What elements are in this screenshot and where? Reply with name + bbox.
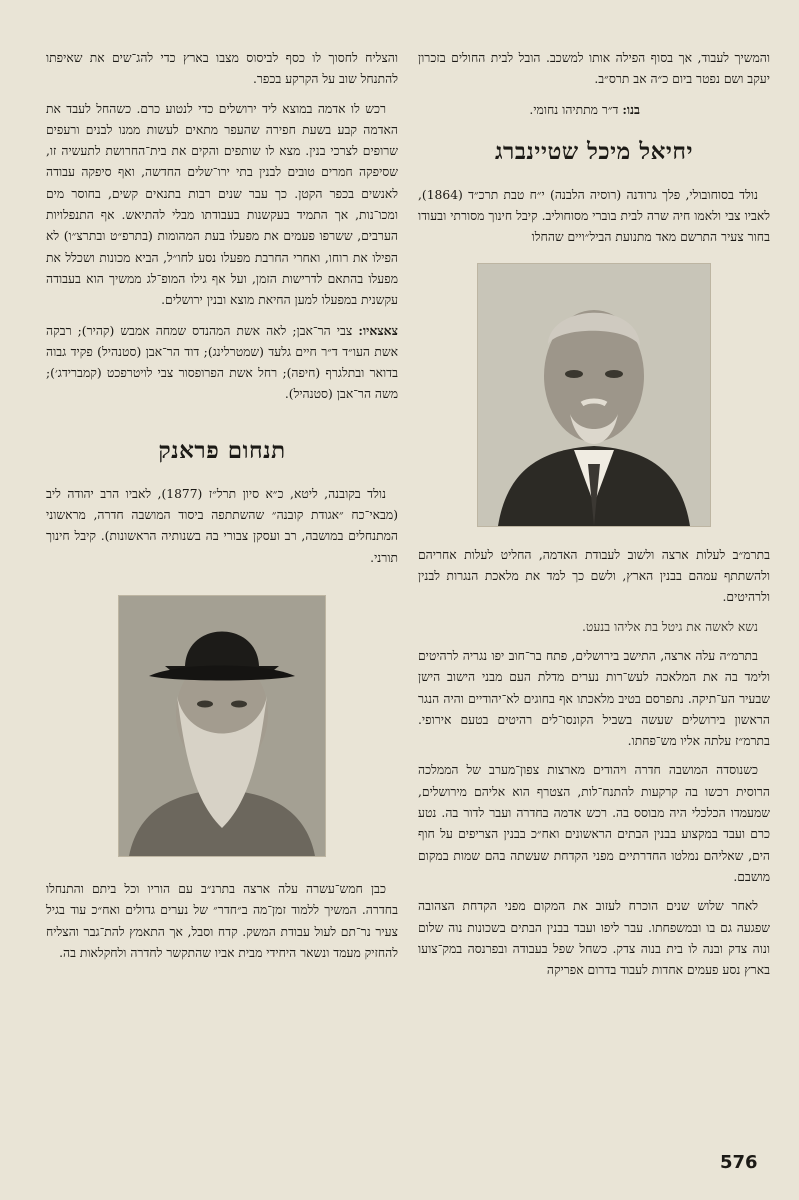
paragraph-aliyah: בתרמ״ב לעלות ארצה ולשוב לעבודת האדמה, החליט לעלות אחריהם ולהשתתף עמהם בבנין הארץ, ולשם כך למד את מלאכת הנגרות לבנין ולרהיטים. — [418, 547, 770, 605]
paragraph-continuation: והמשיך לעבוד, אך בסוף הפילה אותו למשכב. הובל לבית החולים בזכרון יעקב ושם נפטר ביום כ״ה אב תרס״ב. — [418, 51, 770, 87]
paragraph-motza: רכש לו אדמה במוצא ליד ירושלים כדי לנטוע כרם. כשהחל לעבד את האדמה קבע בשעת חפירה שהעפר מתאים לעשות ממנו לבנים ורעפים שרופים לצרכי בנין. מצא לו שותפים והקים את בית־החרושת לתעשיה זו, שסיפקה חמרים טובים לבנין בתי ירו־שלים החדשה, ואף סיפקה עבודה לאנשים בכפר הקטן. כך עבר שנים רבות בתנאים קשים, בחוסר מים ומכו־נות, אך התמיד בעקשנות בעבודתו מבלי להתיאש. אף התנפלויות הערבים, ששרפו פעמים את מפעלו בעת המהומות (בתרפ״ט ובתרצ״ו) לא הפילו את רוחו, ואחרי החרבת מפעלו נסע לחו״ל, הביא מכונות ושכלל את מפעלו בהתאם לדרישות הזמן, ועל אף גילו המופ־לג ממשיך הוא בעבודה עקשנית במפעלו למען החיאת מוצא ובנין ירושלים. — [46, 101, 398, 308]
paragraph-born-frank: נולד בקובנה, ליטא, כ״א סיון תרל״ז (1877), לאביו הרב יהודה ליב (מבאי־כח ״אגודת קובנה״ שהשתתפה ביסוד המושבה חדרה, מראשוני המתנחלים במושבה, רב ועסקן צבורי בה בשנותיה הראשונות). קיבל חינוך תורני. — [46, 486, 398, 565]
paragraph-hadera: כשנוסדה המושבה חדרה ויהודים מארצות צפון־מערב של הממלכה הרוסית רכשו בה קרקעות להתנח־לות, הצטרף הוא אליהם מירושלים, שמעמדו הכלכלי היה מבוסס בה. רכש אדמה בחדרה ועבר לדור בה. נטע כרם ועבד במקצוע בבנין הבתים הראשונים ואח״כ בבנין הצריפים על חוף הים, שאליהם נמלטו החדרתיים מפני הקדחת שעשתה בהם שמות במקום מושבם. — [418, 763, 770, 884]
paragraph-born: נולד בסוחובולי, פלך גרודנה (רוסיה הלבנה) י״ח טבת תרכ״ד (1864), לאביו צבי ולאמו חיה שרה לבית בוברי מסוחוליב. קיבל חינוך מסורתי ובעודו בחור צעיר התרשם מאד מתנועת הביל״ויים שהחלו — [418, 187, 770, 245]
paragraph-jerusalem: בתרמ״ה עלה ארצה, התישב בירושלים, פתח בר־חוב יפו נגריה לרהיטים ולימד בה את המלאכה לעש־רות נערים מדלת העם מבני הישוב הישן שבעיר הע־תיקה. נתפרסם בטיב מלאכתו אף בחוגים לא־יהודיים והיה הנגר הראשון בירושלים שעשה בשביל הקונסו־לים רהיטים בטעם אירופי. בתרמ״ז עלתה אליו מש־פחתו. — [418, 648, 771, 749]
biography-heading-frank: תנחום פראנק — [158, 436, 286, 464]
portrait-photo-frank — [118, 595, 326, 857]
descendants-label: צאצאיו: — [358, 322, 398, 338]
portrait-photo-steinberg — [477, 263, 711, 527]
son-line — [418, 99, 770, 121]
son-label: בנו: — [622, 101, 640, 117]
paragraph-hadera-frank: כבן חמש־עשרה עלה ארצה בתרנ״ב עם הוריו וכל ביתם והתנחלו בחדרה. המשיך ללמוד זמן־מה ב״חדר״ של נערים גדולים ואח״כ עוד בגיל צעיר נר־תם לעול עבודת המשק. קדח וסבל, אך התאמץ להת־גבר והצליח להחזיק מעמד ונשאר היחידי מבית אביו שהתקשר לחדרה ולחקלאות בה. — [46, 881, 398, 960]
page-number: 576 — [720, 1152, 758, 1173]
left-column — [46, 48, 398, 972]
paragraph-married: נשא לאשה את גיטל בת אליהו בנעט. — [581, 619, 758, 634]
right-column — [418, 48, 770, 989]
paragraph-jaffa: לאחר שלוש שנים הוכרח לעזוב את המקום מפני הקדחת הצהובה שפגעה גם בו ובמשפחתו. עבר ליפו ועבד בבנין הבתים בשכונות נוה שלום ונוה צדק ובנה לו בית בנוה צדק. כשחל שפל בעבודה ובפרנסה במק־צועו בארץ נסע פעמים אחדות לעבוד בדרום אפריקה — [418, 899, 770, 978]
paragraph-continuation-left: והצליח לחסוך לו כסף לביסוס מצבו בארץ כדי להג־שים את שאיפתו להתנחל שוב על הקרקע בכפר. — [46, 51, 398, 87]
son-text: ד״ר מתתיהו נחומי. — [529, 102, 619, 117]
descendants-line — [46, 320, 398, 406]
biography-heading-steinberg: יחיאל מיכל שטיינברג — [494, 137, 694, 165]
descendants-text: צבי הר־אבן; לאה אשת המהנדס שמחה אמבש (קהיר); רבקה אשת העו״ד ד״ר חיים גלעד (שמטרלינג); דוד הר־אבן (סטנהיל) פקיד גבוה בדואר ובתלגרף (חיפה); רחל אשת הפרופסור צבי לויטרפכט (קמברידג׳); משה הר־אבן (סטנהיל). — [46, 323, 398, 402]
